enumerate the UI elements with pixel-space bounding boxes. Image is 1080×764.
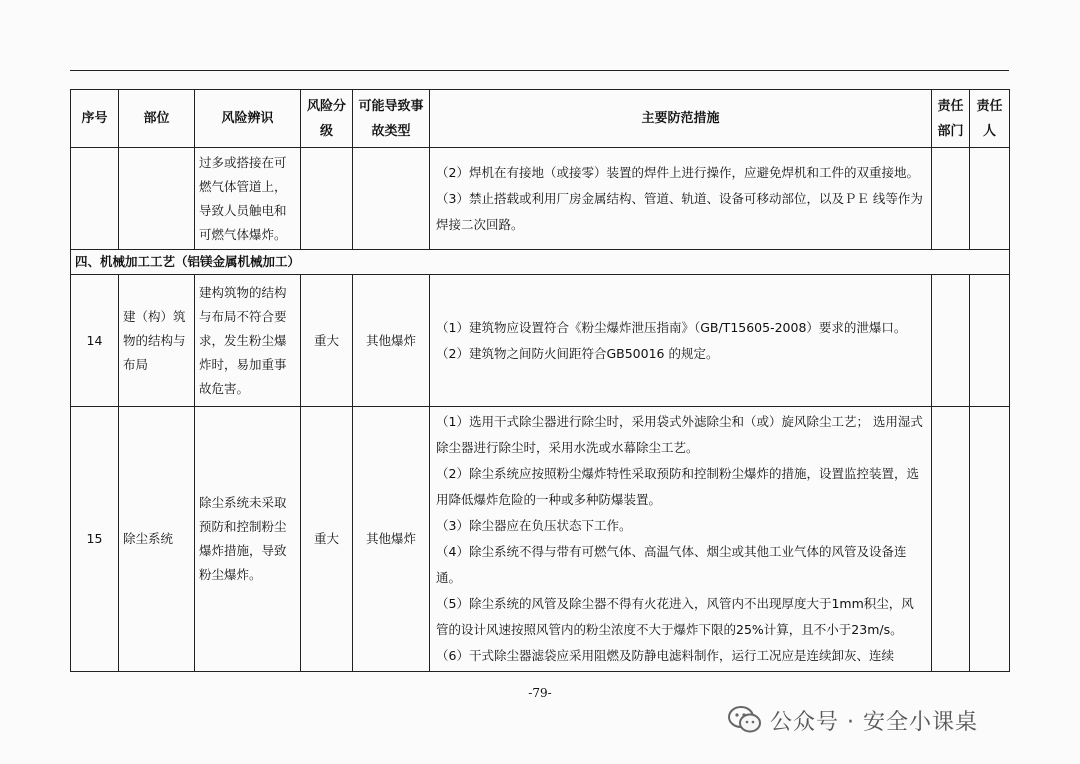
header-no: 序号 xyxy=(71,90,119,148)
cell-no: 15 xyxy=(71,407,119,672)
section-row xyxy=(71,250,1010,275)
measure-item: （3）禁止搭载或利用厂房金属结构、管道、轨道、设备可移动部位，以及ＰＥ 线等作为焊接二次回路。 xyxy=(436,190,923,232)
table-row xyxy=(71,275,1010,407)
header-rule xyxy=(70,70,1009,71)
page-number: -79- xyxy=(528,686,552,700)
measure-item: （2）焊机在有接地（或接零）装置的焊件上进行操作，应避免焊机和工件的双重接地。 xyxy=(436,164,919,180)
cell-part: 除尘系统 xyxy=(119,407,195,672)
measure-item: （1）选用干式除尘器进行除尘时，采用袋式外滤除尘和（或）旋风除尘工艺； 选用湿式除尘器进行除尘时，采用水洗或水幕除尘工艺。 xyxy=(436,414,923,455)
cell-measures xyxy=(430,148,932,250)
measure-item: （3）除尘器应在负压状态下工作。 xyxy=(436,518,632,533)
cell-level xyxy=(301,148,353,250)
cell-dept xyxy=(932,275,970,407)
cell-type: 其他爆炸 xyxy=(353,407,430,672)
table-row xyxy=(71,407,1010,672)
cell-level: 重大 xyxy=(301,275,353,407)
cell-no xyxy=(71,148,119,250)
cell-dept xyxy=(932,407,970,672)
cell-type: 其他爆炸 xyxy=(353,275,430,407)
cell-measures xyxy=(430,275,932,407)
risk-table xyxy=(70,89,1010,672)
header-part: 部位 xyxy=(119,90,195,148)
header-person: 责任人 xyxy=(970,90,1010,148)
cell-person xyxy=(970,148,1010,250)
cell-person xyxy=(970,275,1010,407)
table-row-continued xyxy=(71,148,1010,250)
watermark-text: 公众号 · 安全小课桌 xyxy=(770,709,978,735)
measure-item: （4）除尘系统不得与带有可燃气体、高温气体、烟尘或其他工业气体的风管及设备连通。 xyxy=(436,544,907,585)
measure-item: （6）干式除尘器滤袋应采用阻燃及防静电滤料制作，运行工况应是连续卸灰、连续 xyxy=(436,648,894,663)
cell-type xyxy=(353,148,430,250)
header-risk-level: 风险分级 xyxy=(301,90,353,148)
cell-level: 重大 xyxy=(301,407,353,672)
watermark xyxy=(728,700,978,740)
header-risk-id: 风险辨识 xyxy=(195,90,301,148)
cell-risk: 建构筑物的结构与布局不符合要求，发生粉尘爆炸时，易加重事故危害。 xyxy=(195,275,301,407)
cell-dept xyxy=(932,148,970,250)
table-header-row xyxy=(71,90,1010,148)
cell-part: 建（构）筑物的结构与布局 xyxy=(119,275,195,407)
cell-risk: 除尘系统未采取预防和控制粉尘爆炸措施，导致粉尘爆炸。 xyxy=(195,407,301,672)
cell-risk: 过多或搭接在可燃气体管道上，导致人员触电和可燃气体爆炸。 xyxy=(195,148,301,250)
measure-item: （2）除尘系统应按照粉尘爆炸特性采取预防和控制粉尘爆炸的措施，设置监控装置，选用降低爆炸危险的一种或多种防爆装置。 xyxy=(436,466,919,507)
header-dept: 责任部门 xyxy=(932,90,970,148)
section-title: 四、机械加工工艺（铝镁金属机械加工） xyxy=(71,250,1010,275)
cell-no: 14 xyxy=(71,275,119,407)
measure-item: （1）建筑物应设置符合《粉尘爆炸泄压指南》（GB/T15605-2008）要求的泄爆口。 xyxy=(436,319,907,335)
header-measures: 主要防范措施 xyxy=(430,90,932,148)
header-accident-type: 可能导致事故类型 xyxy=(353,90,430,148)
measure-item: （5）除尘系统的风管及除尘器不得有火花进入，风管内不出现厚度大于1mm积尘，风管的设计风速按照风管内的粉尘浓度不大于爆炸下限的25%计算，且不小于23m/s。 xyxy=(436,596,914,637)
wechat-icon xyxy=(728,706,762,734)
cell-person xyxy=(970,407,1010,672)
measure-item: （2）建筑物之间防火间距符合GB50016 的规定。 xyxy=(436,345,719,361)
cell-part xyxy=(119,148,195,250)
cell-measures xyxy=(430,407,932,672)
